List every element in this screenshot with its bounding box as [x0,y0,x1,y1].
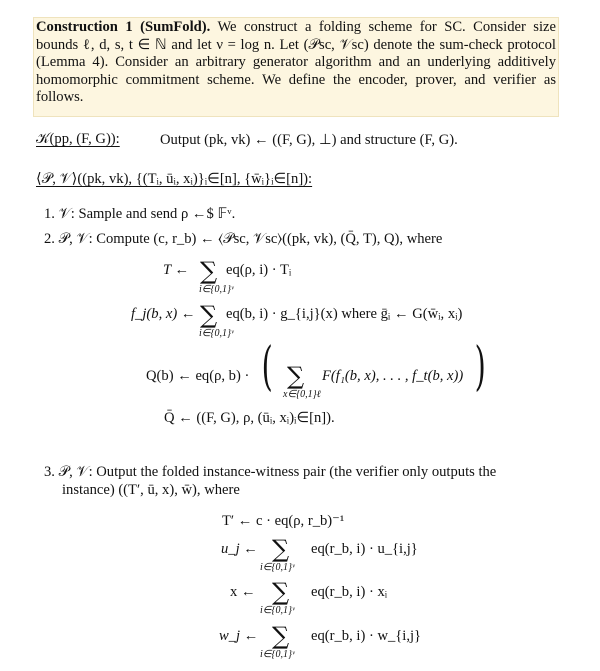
sum-symbol: ∑ [200,301,218,329]
sum-symbol: ∑ [272,535,290,563]
prover-verifier-label: ⟨𝒫, 𝒱⟩((pk, vk), {(Tᵢ, ūᵢ, xᵢ)}ᵢ∈[n], {w̄ᵢ}ᵢ∈[n]): [36,171,313,187]
eq-Q-rhs: F(f₁(b, x), . . . , f_t(b, x)) [322,368,464,384]
sum-symbol: ∑ [287,362,305,390]
sum-subscript: i∈{0,1}ᵛ [260,649,295,660]
sum-symbol: ∑ [272,622,290,650]
sum-subscript: i∈{0,1}ᵛ [260,605,295,616]
eq-u-lhs: u_j ← [221,541,258,557]
left-paren: ( [261,337,273,397]
step-2: 2. 𝒫, 𝒱: Compute (c, r_b) ← ⟨𝒫sc, 𝒱sc⟩((pk, vk), (Q̄, T), Q), where [44,231,443,247]
eq-T-rhs: eq(ρ, i) · Tᵢ [226,262,292,278]
encoder-text: Output (pk, vk) ← ((F, G), ⊥) and structure (F, G). [160,132,458,148]
eq-Tprime: T′ ← c · eq(ρ, r_b)⁻¹ [222,513,345,529]
eq-f-lhs: f_j(b, x) ← [131,306,196,322]
eq-T-lhs: T ← [163,262,190,278]
sum-symbol: ∑ [200,257,218,285]
construction-heading: Construction 1 (SumFold). [36,19,211,35]
sum-symbol: ∑ [272,578,290,606]
eq-x-lhs: x ← [230,584,256,600]
step-1: 1. 𝒱: Sample and send ρ ←$ 𝔽ᵛ. [44,206,236,222]
construction-intro: We construct a folding scheme for SC. Consider size bounds ℓ, d, s, t ∈ ℕ and let ν = log n. Let (𝒫sc, 𝒱sc) denote the sum-check protocol (Lemma 4). Consider an arbitrary generator algorithm and an underlying additively homomorphic commitment scheme. We define the encoder, prover, and verifier as follows. [36,19,556,106]
sum-subscript: i∈{0,1}ᵛ [199,328,234,339]
eq-f-rhs: eq(b, i) · g_{i,j}(x) where ḡᵢ ← G(w̄ᵢ, xᵢ) [226,306,463,322]
step-3-cont: instance) ((T′, ū, x), w̄), where [62,482,240,498]
eq-w-rhs: eq(r_b, i) · w_{i,j} [311,628,422,644]
right-paren: ) [474,337,486,397]
step-3: 3. 𝒫, 𝒱: Output the folded instance-witness pair (the verifier only outputs the [44,464,497,480]
encoder-label: 𝒦(pp, (F, G)): [36,131,120,147]
construction-paragraph [36,19,556,107]
eq-Q-lhs: Q(b) ← eq(ρ, b) · [146,368,250,384]
eq-w-lhs: w_j ← [219,628,259,644]
eq-x-rhs: eq(r_b, i) · xᵢ [311,584,388,600]
sum-subscript: i∈{0,1}ᵛ [199,284,234,295]
sum-subscript: x∈{0,1}ℓ [283,389,321,400]
eq-u-rhs: eq(r_b, i) · u_{i,j} [311,541,418,557]
eq-Qbar: Q̄ ← ((F, G), ρ, (ūᵢ, xᵢ)ᵢ∈[n]). [164,410,335,426]
sum-subscript: i∈{0,1}ᵛ [260,562,295,573]
